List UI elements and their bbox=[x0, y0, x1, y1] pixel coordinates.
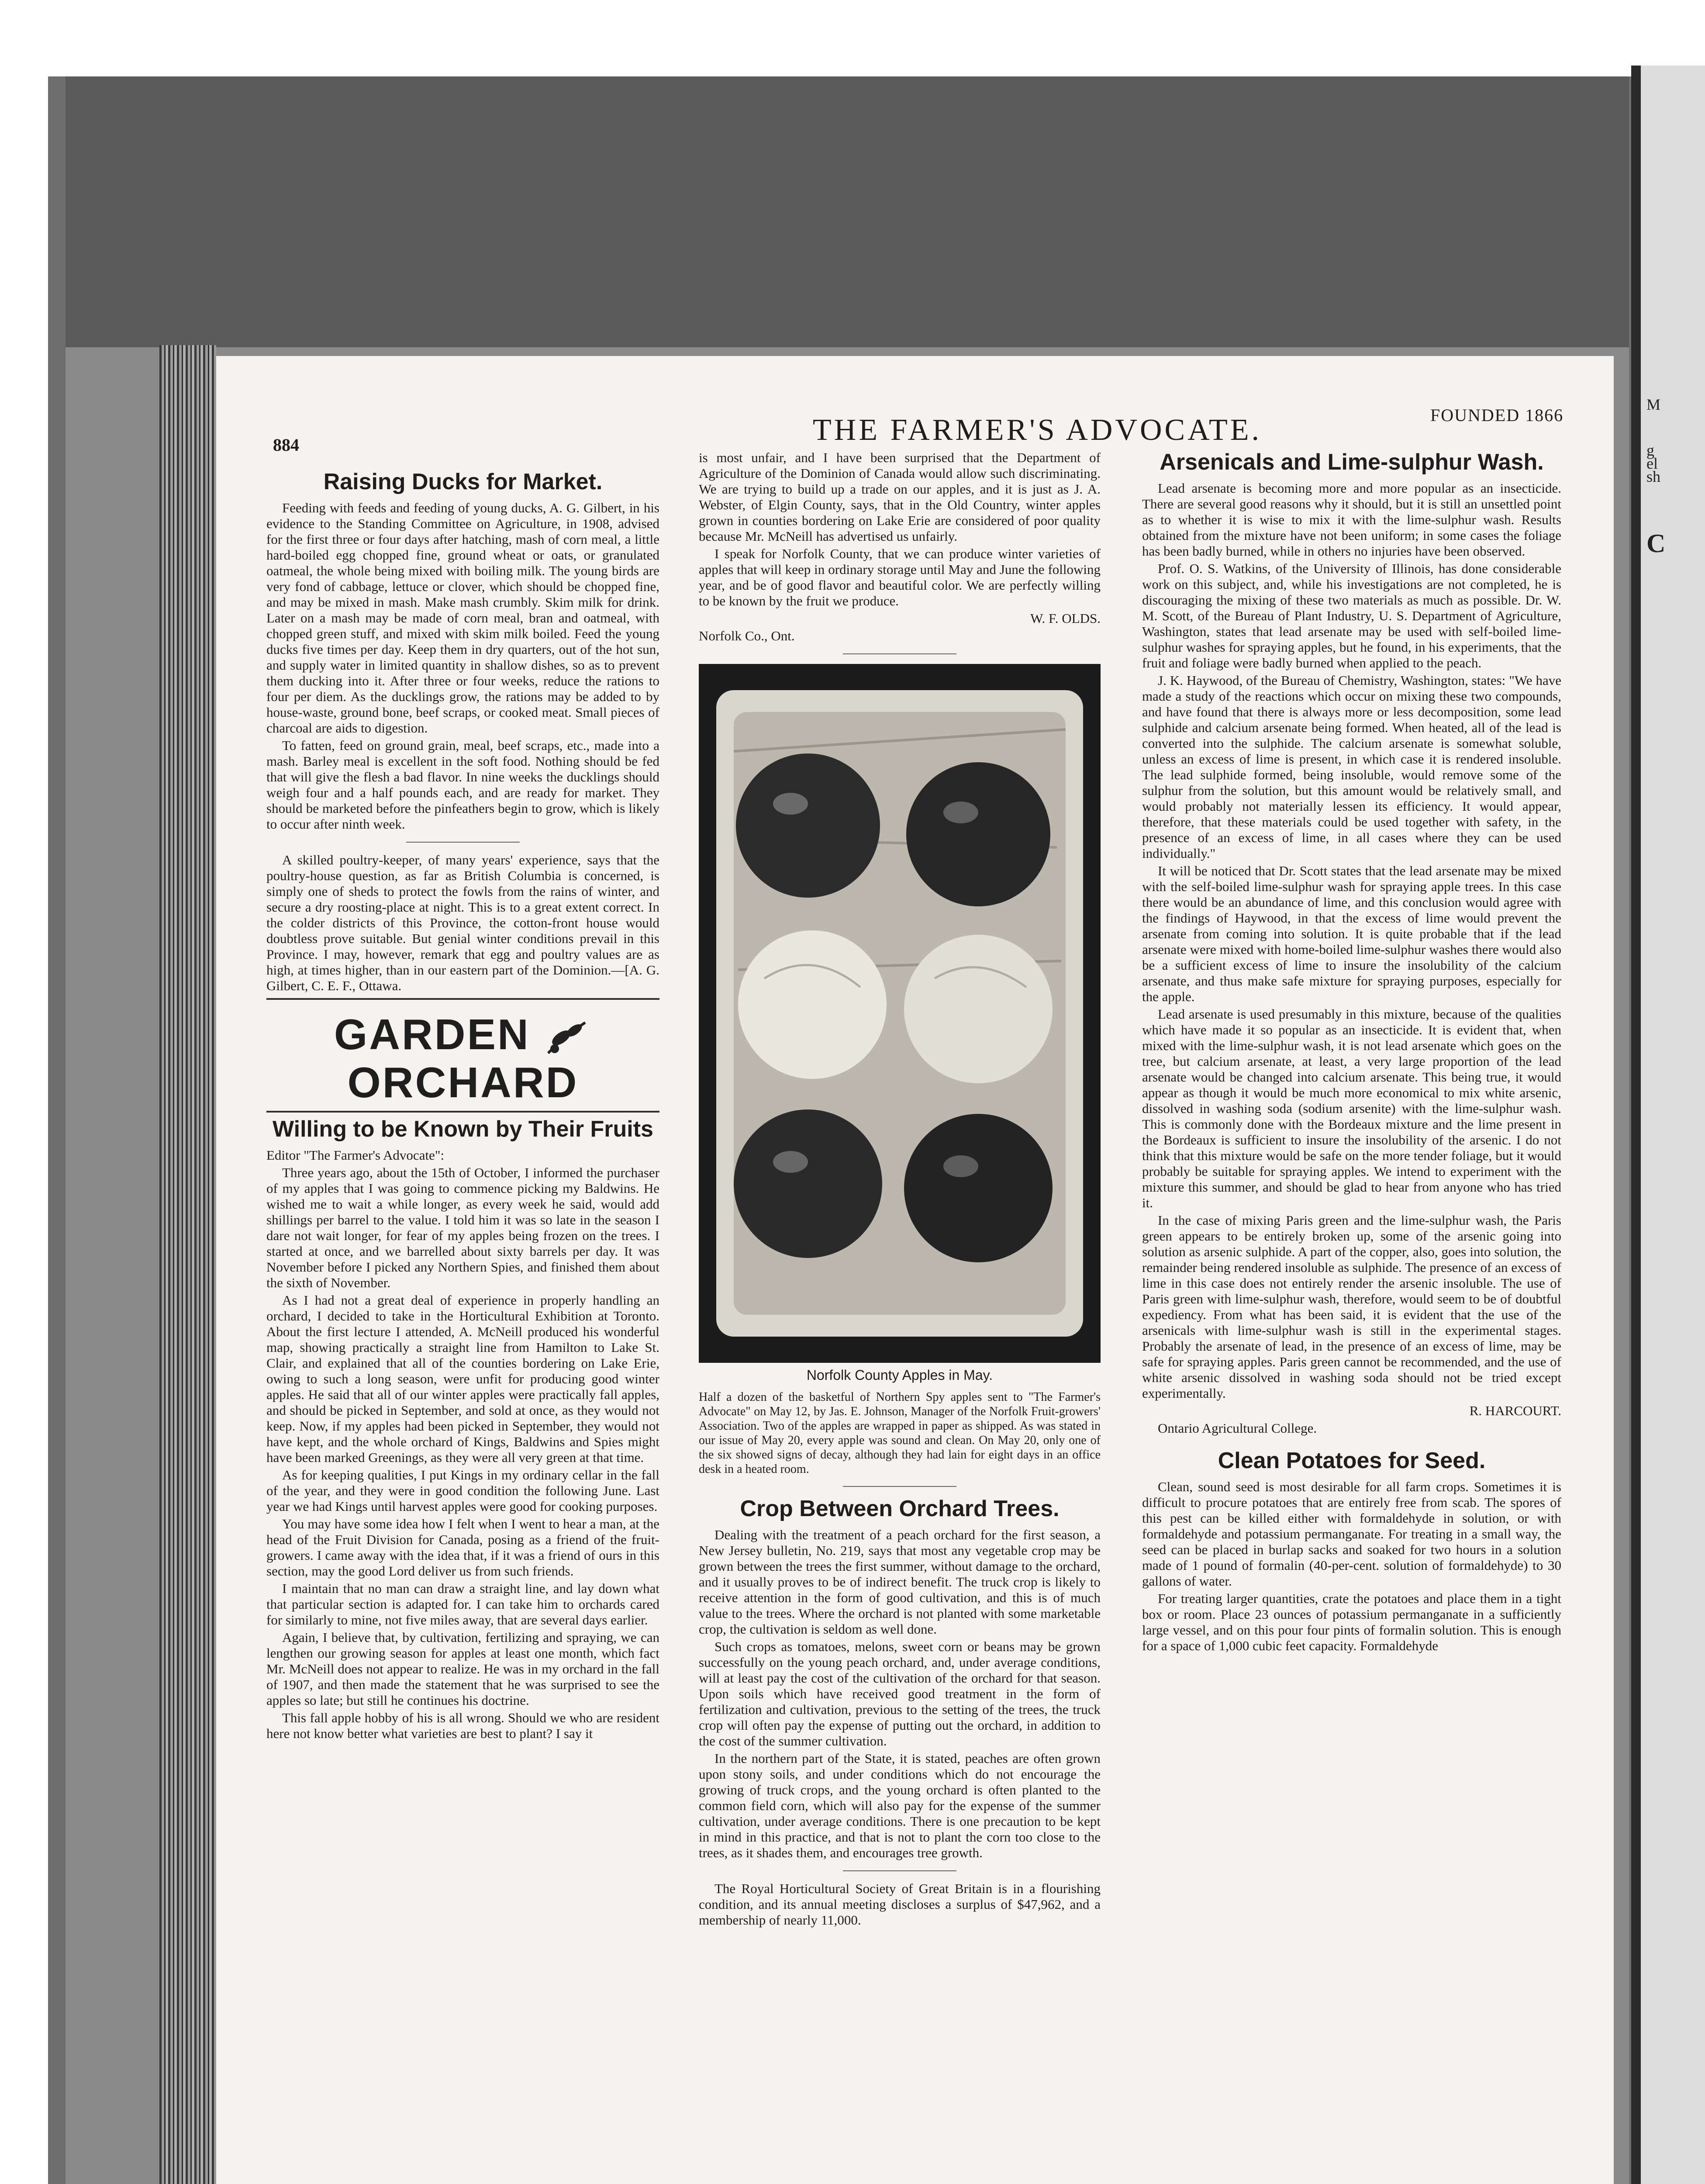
banner-word: GARDEN bbox=[334, 1010, 530, 1058]
masthead: THE FARMER'S ADVOCATE. bbox=[812, 413, 1262, 447]
paragraph: I maintain that no man can draw a straight line, and lay down what that particular section is adapted for. I can take him to orchards cared for similarly to mine, not five miles away, that are several days earlier. bbox=[266, 1581, 659, 1628]
paragraph: I speak for Norfolk County, that we can produce winter varieties of apples that will keep in ordinary storage until May and June the following year, and be of good flavor and beautiful color. We are perfectly willing to be known by the fruit we produce. bbox=[699, 546, 1101, 608]
paragraph: The Royal Horticultural Society of Great Britain is in a flourishing condition, and its annual meeting discloses a surplus of $47,962, and a membership of nearly 11,000. bbox=[699, 1881, 1101, 1928]
paragraph: Dealing with the treatment of a peach orchard for the first season, a New Jersey bulletin, No. 219, says that most any vegetable crop may be grown between the trees the first summer, without damage to the orchard, and it usually proves to be of indirect benefit. The truck crop is likely to receive attention in the form of good cultivation, and this is of much value to the trees. Where the orchard is not planted with some marketable crop, the cultivation is seldom as well done. bbox=[699, 1527, 1101, 1637]
divider bbox=[406, 842, 520, 843]
paragraph: Lead arsenate is used presumably in this mixture, because of the qualities which have made it so popular as an insecticide. It is evident that, when mixed with the lime-sulphur wash, it is not lead arsenate which goes on the tree, but calcium arsenate, at least, a very large proportion of the lead arsenate would be changed into calcium arsenate. This being true, it would appear as though it would be much more economical to mix white arsenic, dissolved in washing soda (sodium arsenite) with the lime-sulphur wash. This is commonly done with the Bordeaux mixture and the lime present in the Bordeaux is sufficient to insure the insolubility of the arsenic. I do not think that this mixture would be safe on the more tender foliage, but it would probably be suitable for spraying apples. We intend to experiment with the mixture this summer, and should be glad to hear from anyone who has tried it. bbox=[1142, 1006, 1561, 1210]
apples-image bbox=[699, 664, 1101, 1363]
next-page-fragment: sh bbox=[1646, 468, 1661, 485]
place-line: Ontario Agricultural College. bbox=[1158, 1420, 1317, 1436]
column-1 bbox=[266, 470, 659, 1743]
next-page-fragment: M bbox=[1646, 396, 1661, 413]
founded-label: FOUNDED 1866 bbox=[1430, 405, 1564, 425]
divider bbox=[843, 1486, 956, 1487]
paragraph: To fatten, feed on ground grain, meal, beef scraps, etc., made into a mash. Barley meal is excellent in the soft food. Nothing should be fed that will give the flesh a bad flavor. In nine weeks the ducklings should weigh four and a half pounds each, and are ready for market. They should be marketed before the pinfeathers begin to grow, which is likely to occur after ninth week. bbox=[266, 738, 659, 832]
next-page-gutter bbox=[1631, 66, 1641, 2184]
paragraph: is most unfair, and I have been surprised that the Department of Agriculture of the Dominion of Canada would allow such discriminating. We are trying to build up a trade on our apples, and it is just as J. A. Webster, of Elgin County, says, that in the Old Country, winter apples grown in counties bordering on Lake Erie are considered of poor quality because Mr. McNeill has advertised us unfairly. bbox=[699, 450, 1101, 544]
paragraph: Feeding with feeds and feeding of young ducks, A. G. Gilbert, in his evidence to the Standing Committee on Agriculture, in 1908, advised for the first three or four days after hatching, mash of corn meal, a little hard-boiled egg chopped fine, ground wheat or oats, or granulated oatmeal, the whole being mixed with boiling milk. The young birds are very fond of cabbage, lettuce or clover, which should be chopped fine, and may be mixed in mash. Make mash crumbly. Skim milk for drink. Later on a mash may be made of corn meal, bran and oatmeal, with chopped green stuff, and mixed with skim milk boiled. Feed the young ducks five times per day. Keep them in dry quarters, out of the hot sun, and supply water in limited quantity in shallow dishes, so as to prevent them ducking into it. After three or four weeks, reduce the rations to four per diem. As the ducklings grow, the rations may be added to by house-waste, ground bone, beef scraps, or cooked meat. Small pieces of charcoal are aids to digestion. bbox=[266, 500, 659, 736]
paragraph: A skilled poultry-keeper, of many years' experience, says that the poultry-house question, as far as British Columbia is concerned, is simply one of sheds to protect the fowls from the rains of winter, and secure a dry roosting-place at night. This is to a great extent correct. In the colder districts of this Province, the cotton-front house would doubtless prove suitable. But genial winter conditions prevail in this Province. I may, however, remark that egg and poultry values are as high, at times higher, than in our eastern part of the Dominion.—[A. G. Gilbert, C. E. F., Ottawa. bbox=[266, 852, 659, 993]
newspaper-page bbox=[216, 356, 1614, 2184]
paragraph: Three years ago, about the 15th of October, I informed the purchaser of my apples that I was going to commence picking my Baldwins. He wished me to wait a while longer, as every week he said, would add shillings per barrel to the value. I told him it was so late in the season I dare not wait longer, for fear of my apples being frozen on the trees. I started at once, and we barrelled about sixty barrels per day. It was November before I picked any Northern Spies, and finished them about the sixth of November. bbox=[266, 1165, 659, 1290]
article-title: Raising Ducks for Market. bbox=[323, 469, 603, 494]
paragraph: Prof. O. S. Watkins, of the University of Illinois, has done considerable work on this subject, and, while his investigations are not completed, he is discouraging the mixing of these two materials as much as possible. Dr. W. M. Scott, of the Bureau of Plant Industry, U. S. Department of Agriculture, Washington, states that lead arsenate may be used with self-boiled lime-sulphur washes for spraying apples, but he found, in his experiments, that the fruit and foliage were badly burned when applied to the peach. bbox=[1142, 561, 1561, 670]
paragraph: In the case of mixing Paris green and the lime-sulphur wash, the Paris green appears to be entirely broken up, some of the arsenic going into solution as arsenic sulphide. A part of the copper, also, goes into solution, the remainder being rendered insoluble as sulphide. The presence of an excess of lime in this case does not entirely render the arsenic insoluble. The use of Paris green with lime-sulphur wash, therefore, would seem to be of doubtful expediency. From what has been said, it is evident that the use of the arsenicals with lime-sulphur wash is still in the experimental stages. Probably the arsenate of lead, in the presence of an excess of lime, may be safe for spraying apples. Paris green cannot be recommended, and the use of white arsenic dissolved in washing soda should not be tried except experimentally. bbox=[1142, 1213, 1561, 1401]
divider bbox=[843, 653, 956, 654]
photo-note: Half a dozen of the basketful of Northern Spy apples sent to "The Farmer's Advocate" on May 12, by Jas. E. Johnson, Manager of the Norfolk Fruit-growers' Association. Two of the apples are wrapped in paper as shipped. As was stated in our issue of May 20, every apple was sound and clean. On May 20, only one of the six showed signs of decay, although they had lain for eight days in an office desk in a heated room. bbox=[699, 1390, 1101, 1476]
next-page-strip bbox=[1631, 66, 1705, 2184]
banner-word: ORCHARD bbox=[347, 1058, 579, 1106]
leaf-ornament-icon bbox=[544, 1018, 592, 1057]
divider bbox=[266, 1111, 659, 1113]
next-page-fragment: el bbox=[1646, 455, 1658, 472]
paragraph: Again, I believe that, by cultivation, fertilizing and spraying, we can lengthen our growing season for apples at least one month, which fact Mr. McNeill does not appear to realize. He was in my orchard in the fall of 1907, and then made the statement that he was surprised to see the apples so late; but still he continues his doctrine. bbox=[266, 1630, 659, 1708]
place-line: Norfolk Co., Ont. bbox=[699, 628, 795, 643]
article-title: Arsenicals and Lime-sulphur Wash. bbox=[1160, 449, 1544, 475]
paragraph: You may have some idea how I felt when I went to hear a man, at the head of the Fruit Division for Canada, posing as a friend of the fruit-growers. I came away with the idea that, if it was a friend of ours in this section, may the good Lord deliver us from such friends. bbox=[266, 1516, 659, 1579]
paragraph: As I had not a great deal of experience in properly handling an orchard, I decided to take in the Horticultural Exhibition at Toronto. About the first lecture I attended, A. McNeill produced his wonderful map, showing practically a straight line from Hamilton to Lake St. Clair, and explained that all of the counties bordering on Lake Erie, owing to such a long season, were unfit for producing good winter apples. He said that all of our winter apples were practically fall apples, and should be picked in September, and sold at once, as they would not keep. Now, if my apples had been picked in September, they would not have kept, and the whole orchard of Kings, Baldwins and Spies might have been marked Greenings, as they were all very green at that time. bbox=[266, 1292, 659, 1465]
column-3 bbox=[1142, 450, 1561, 1655]
paragraph: In the northern part of the State, it is stated, peaches are often grown upon stony soils, and under conditions which do not encourage the growing of truck crops, and the young orchard is often planted to the common field corn, which will also pay for the expense of the summer cultivation, under average conditions. There is one precaution to be kept in mind in this practice, and that is not to plant the corn too close to the trees, as it shades them, and encourages tree growth. bbox=[699, 1751, 1101, 1860]
signature: R. HARCOURT. bbox=[1469, 1403, 1561, 1418]
signature: W. F. OLDS. bbox=[1030, 611, 1101, 626]
column-2 bbox=[699, 450, 1101, 1930]
page-number: 884 bbox=[273, 435, 299, 455]
editor-line: Editor "The Farmer's Advocate": bbox=[266, 1147, 445, 1163]
apples-photo bbox=[699, 664, 1101, 1363]
paragraph: For treating larger quantities, crate the potatoes and place them in a tight box or room. Place 23 ounces of potassium permanganate in a sufficiently large vessel, and on this pour four pints of formalin solution. This is enough for a space of 1,000 cubic feet capacity. Formaldehyde bbox=[1142, 1591, 1561, 1653]
paragraph: Such crops as tomatoes, melons, sweet corn or beans may be grown successfully on the young peach orchard, and, under average conditions, will at least pay the cost of the cultivation of the orchard for that season. Upon soils which have received good treatment in the form of fertilization and cultivation, previous to the setting of the trees, the truck crop will often pay the expense of putting out the orchard, in addition to the cost of the summer cultivation. bbox=[699, 1639, 1101, 1749]
paragraph: Lead arsenate is becoming more and more popular as an insecticide. There are several good reasons why it should, but it is still an unsettled point as to whether it is wise to mix it with the lime-sulphur wash. Results obtained from the mixture have not been uniform; in some cases the foliage has been badly burned, while in others no injuries have been observed. bbox=[1142, 480, 1561, 559]
section-banner bbox=[266, 1010, 659, 1106]
divider bbox=[843, 1870, 956, 1871]
photo-caption: Norfolk County Apples in May. bbox=[806, 1367, 993, 1383]
paragraph: J. K. Haywood, of the Bureau of Chemistry, Washington, states: "We have made a study of the reactions which occur on mixing these two compounds, and have found that there is always more or less decomposition, some lead sulphide and calcium arsenate being formed. When heated, all of the lead is converted into the sulphide. The calcium arsenate is somewhat soluble, unless an excess of lime is present, in which case it is rendered insoluble. The lead sulphide formed, being insoluble, would remove some of the sulphur from the solution, but this amount would be relatively small, and would probably not materially lessen its efficiency. It would appear, therefore, that these materials could be used together with safety, in the presence of an excess of lime, in all cases where they can be used individually." bbox=[1142, 673, 1561, 861]
article-title: Clean Potatoes for Seed. bbox=[1218, 1448, 1486, 1473]
next-page-fragment: C bbox=[1646, 529, 1666, 558]
paragraph: It will be noticed that Dr. Scott states that the lead arsenate may be mixed with the self-boiled lime-sulphur wash for spraying apple trees. In this case there would be an abundance of lime, and this conclusion would agree with the findings of Haywood, in that the excess of lime would prevent the arsenate from coming into solution. It is quite probable that if the lead arsenate were mixed with home-boiled lime-sulphur washes there would also be a sufficient excess of lime to insure the insolubility of the calcium arsenate, and thus make safe mixture for spraying purposes, especially for the apple. bbox=[1142, 863, 1561, 1004]
paragraph: This fall apple hobby of his is all wrong. Should we who are resident here not know better what varieties are best to plant? I say it bbox=[266, 1710, 659, 1741]
page-edges bbox=[159, 345, 216, 2184]
next-page-fragment: g bbox=[1646, 442, 1654, 459]
paragraph: As for keeping qualities, I put Kings in my ordinary cellar in the fall of the year, and they were in good condition the following June. Last year we had Kings until harvest apples were good for cooking purposes. bbox=[266, 1467, 659, 1514]
article-title: Willing to be Known by Their Fruits bbox=[273, 1116, 653, 1142]
binding-shadow bbox=[66, 76, 1629, 347]
article-title: Crop Between Orchard Trees. bbox=[740, 1496, 1060, 1521]
paragraph: Clean, sound seed is most desirable for all farm crops. Sometimes it is difficult to procure potatoes that are entirely free from scab. The spores of this pest can be killed either with formaldehyde in solution, or with formaldehyde and potassium permanganate. For treating in a small way, the seed can be placed in burlap sacks and soaked for two hours in a solution made of 1 pound of formalin (40-per-cent. solution of formaldehyde) to 30 gallons of water. bbox=[1142, 1479, 1561, 1589]
divider bbox=[266, 998, 659, 1000]
